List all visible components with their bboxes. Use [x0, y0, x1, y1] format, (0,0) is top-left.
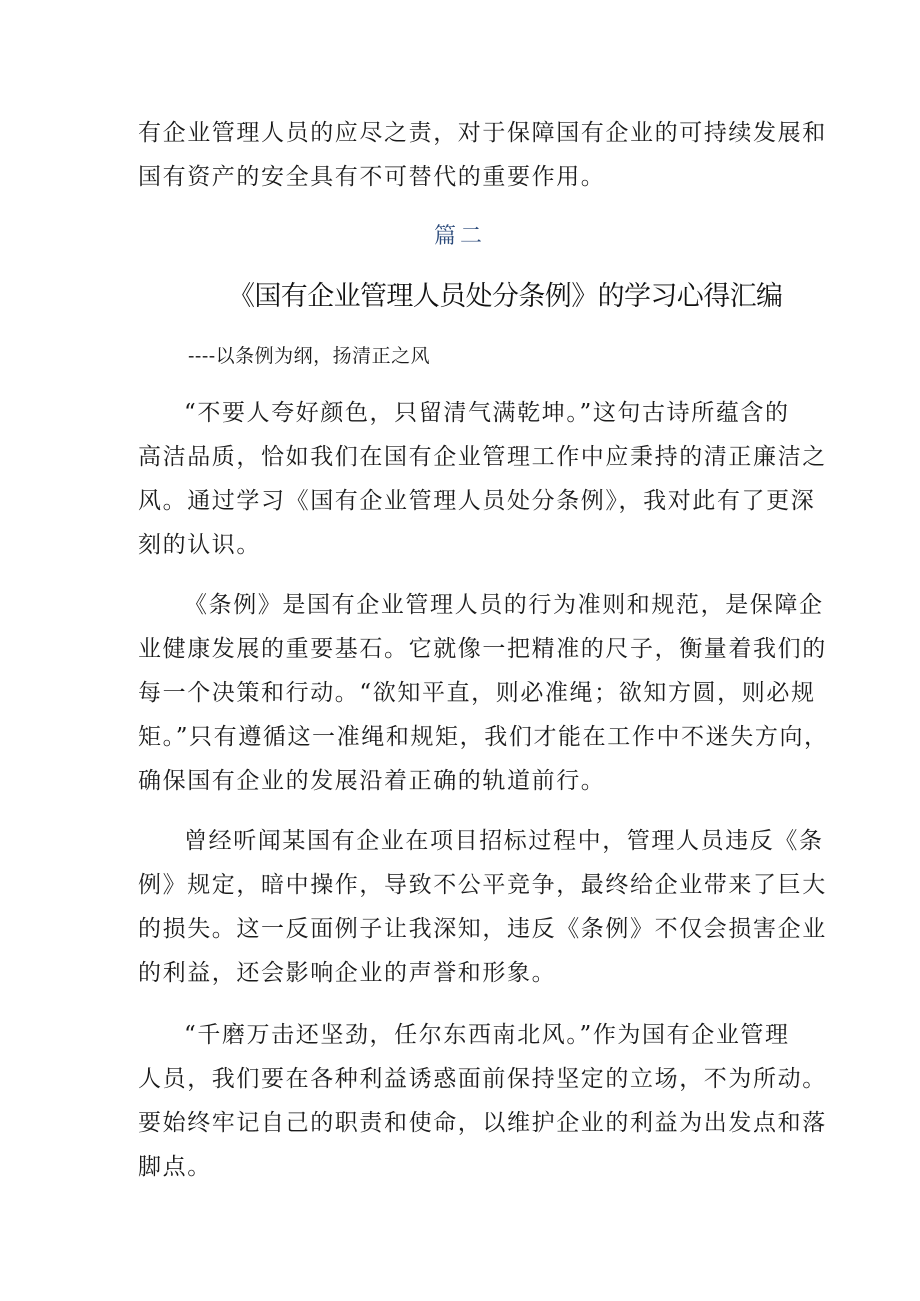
paragraph-3-line: 的损失。这一反面例子让我深知，违反《条例》不仅会损害企业 — [138, 916, 827, 942]
paragraph-4-line: 要始终牢记自己的职责和使命，以维护企业的利益为出发点和落 — [138, 1110, 827, 1136]
paragraph-4-line: “千磨万击还坚劲，任尔东西南北风。”作为国有企业管理 — [184, 1022, 790, 1048]
paragraph-2-line: 每一个决策和行动。“欲知平直，则必准绳；欲知方圆，则必规 — [138, 680, 816, 706]
paragraph-1-line: 风。通过学习《国有企业管理人员处分条例》，我对此有了更深 — [138, 488, 816, 514]
paragraph-3-line: 例》规定，暗中操作，导致不公平竞争，最终给企业带来了巨大 — [138, 872, 827, 898]
paragraph-3-line: 的利益，还会影响企业的声誉和形象。 — [138, 960, 557, 986]
paragraph-2-line: 业健康发展的重要基石。它就像一把精准的尺子，衡量着我们的 — [138, 636, 827, 662]
section-label: 篇二 — [433, 224, 486, 249]
paragraph-2-line: 矩。”只有遵循这一准绳和规矩，我们才能在工作中不迷失方向， — [138, 724, 829, 750]
paragraph-1-line: 高洁品质，恰如我们在国有企业管理工作中应秉持的清正廉洁之 — [138, 444, 827, 470]
paragraph-1-line: 刻的认识。 — [138, 532, 261, 558]
paragraph-4-line: 人员，我们要在各种利益诱惑面前保持坚定的立场，不为所动。 — [138, 1066, 827, 1092]
document-subtitle: ----以条例为纲，扬清正之风 — [188, 345, 431, 367]
paragraph-2-line: 确保国有企业的发展沿着正确的轨道前行。 — [138, 768, 606, 794]
paragraph-4-line: 脚点。 — [138, 1154, 212, 1180]
paragraph-2-line: 《条例》是国有企业管理人员的行为准则和规范，是保障企 — [184, 592, 824, 618]
intro-line: 有企业管理人员的应尽之责，对于保障国有企业的可持续发展和 — [138, 120, 827, 146]
document-title: 《国有企业管理人员处分条例》的学习心得汇编 — [228, 281, 783, 312]
paragraph-1-line: “不要人夸好颜色，只留清气满乾坤。”这句古诗所蕴含的 — [184, 400, 790, 426]
paragraph-3-line: 曾经听闻某国有企业在项目招标过程中，管理人员违反《条 — [184, 828, 824, 854]
intro-line: 国有资产的安全具有不可替代的重要作用。 — [138, 164, 606, 190]
